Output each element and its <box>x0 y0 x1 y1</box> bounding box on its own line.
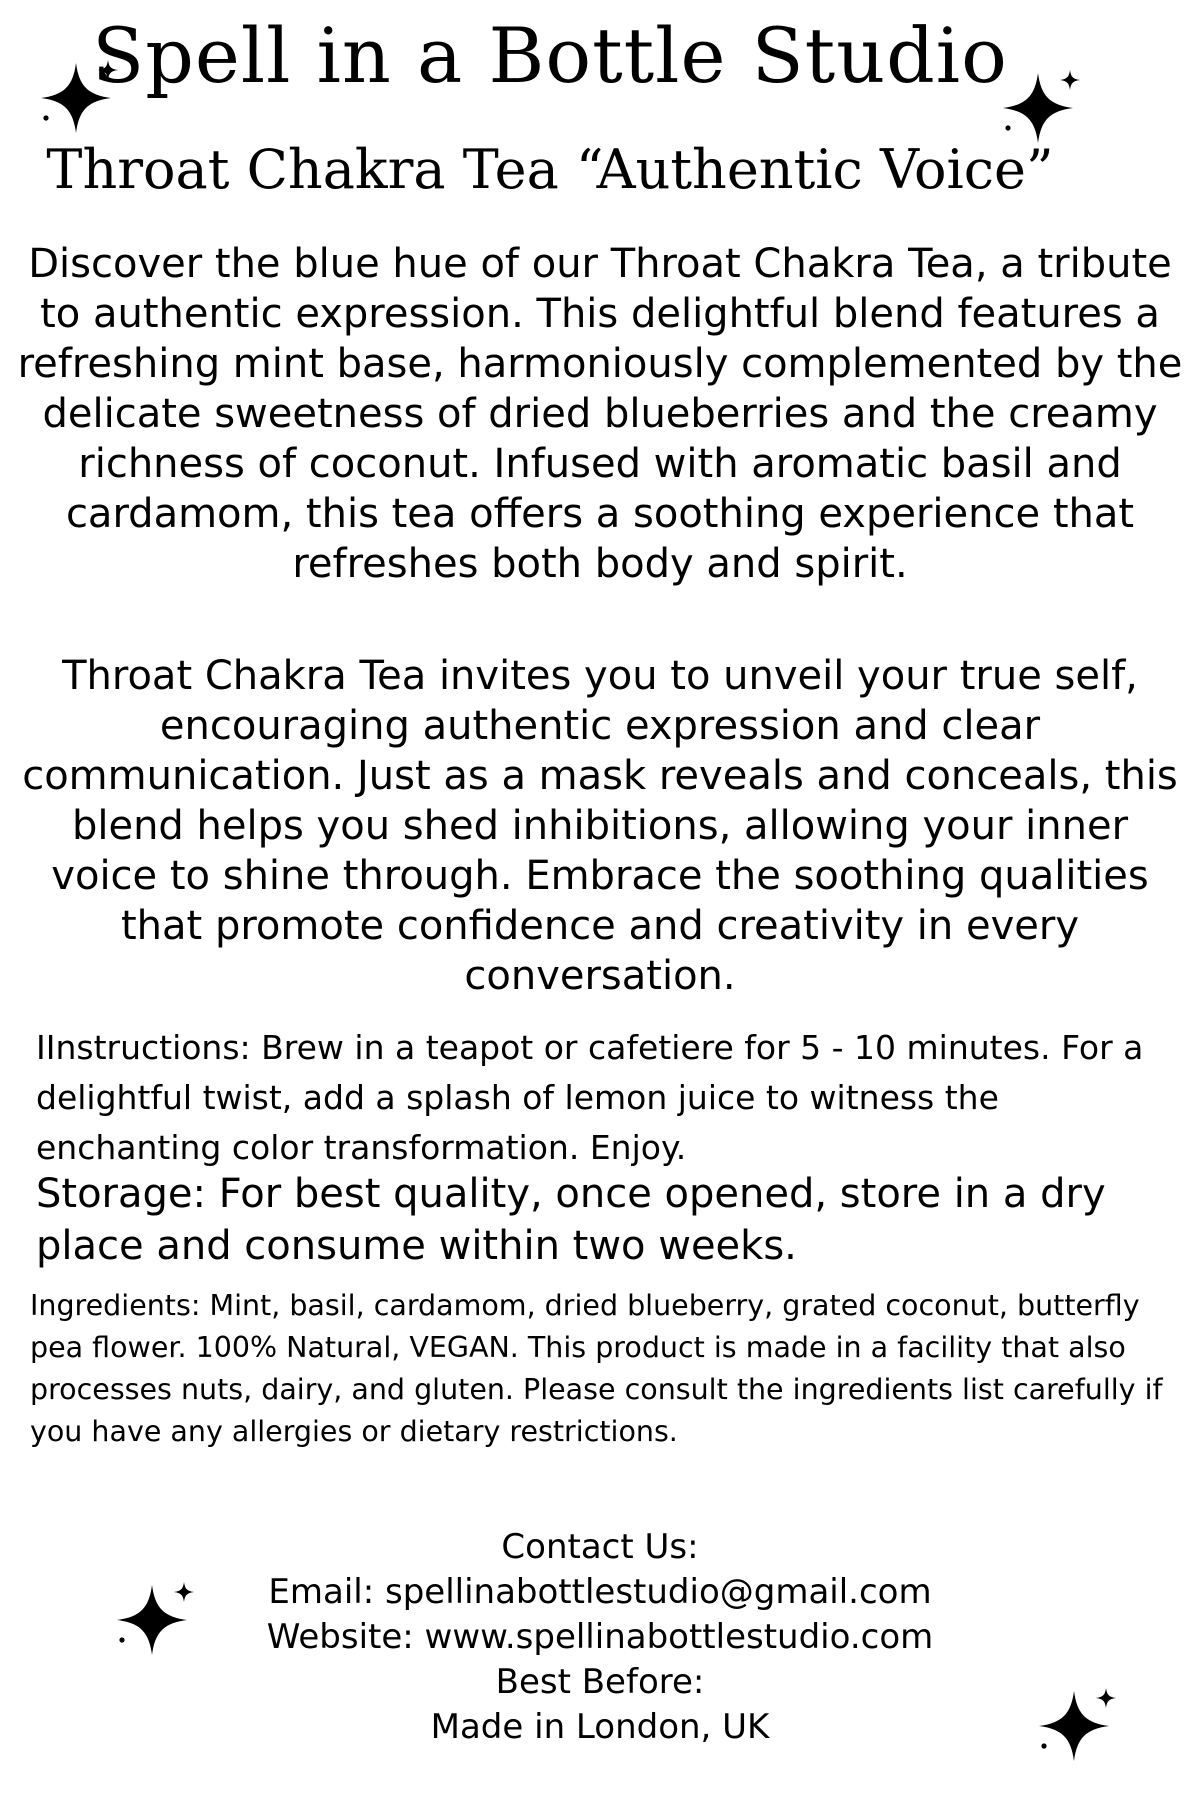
brewing-instructions: IInstructions: Brew in a teapot or cafetiere for 5 - 10 minutes. For a delightful twist, add a splash of lemon juice to witness the enchanting color transformation. Enjoy. <box>36 1028 1144 1167</box>
contact-email: Email: spellinabottlestudio@gmail.com <box>268 1572 932 1612</box>
contact-website: Website: www.spellinabottlestudio.com <box>266 1617 934 1657</box>
storage-instructions: Storage: For best quality, once opened, store in a dry place and consume within two weeks. <box>36 1171 1106 1269</box>
description-paragraph-1: Discover the blue hue of our Throat Chakra Tea, a tribute to authentic expression. This delightful blend features a refreshing mint base, harmoniously complemented by the delicate sweetness of dried blueberries and the creamy richness of coconut. Infused with aromatic basil and cardamom, this tea offers a soothing experience that refreshes both body and spirit. <box>17 241 1183 587</box>
ingredients-list: Ingredients: Mint, basil, cardamom, dried blueberry, grated coconut, butterfly pea flower. 100% Natural, VEGAN. This product is made in a facility that also processes nuts, dairy, and gluten. Please consult the ingredients list carefully if you have any allergies or dietary restrictions. <box>30 1289 1163 1448</box>
brand-title: Spell in a Bottle Studio <box>92 11 1008 100</box>
sparkle-icon <box>1034 1686 1122 1774</box>
description-paragraph-2: Throat Chakra Tea invites you to unveil your true self, encouraging authentic expression and clear communication. Just as a mask reveals and conceals, this blend helps you shed inhibitions, allowing your inner voice to shine through. Embrace the soothing qualities that promote confidence and creativity in every conversation. <box>22 653 1178 999</box>
contact-heading: Contact Us: <box>501 1527 699 1567</box>
product-title: Throat Chakra Tea “Authentic Voice” <box>46 138 1054 201</box>
sparkle-icon <box>36 58 124 146</box>
origin-text: Made in London, UK <box>430 1707 770 1747</box>
sparkle-icon <box>998 68 1086 156</box>
sparkle-icon <box>112 1580 200 1668</box>
best-before: Best Before: <box>495 1662 705 1702</box>
